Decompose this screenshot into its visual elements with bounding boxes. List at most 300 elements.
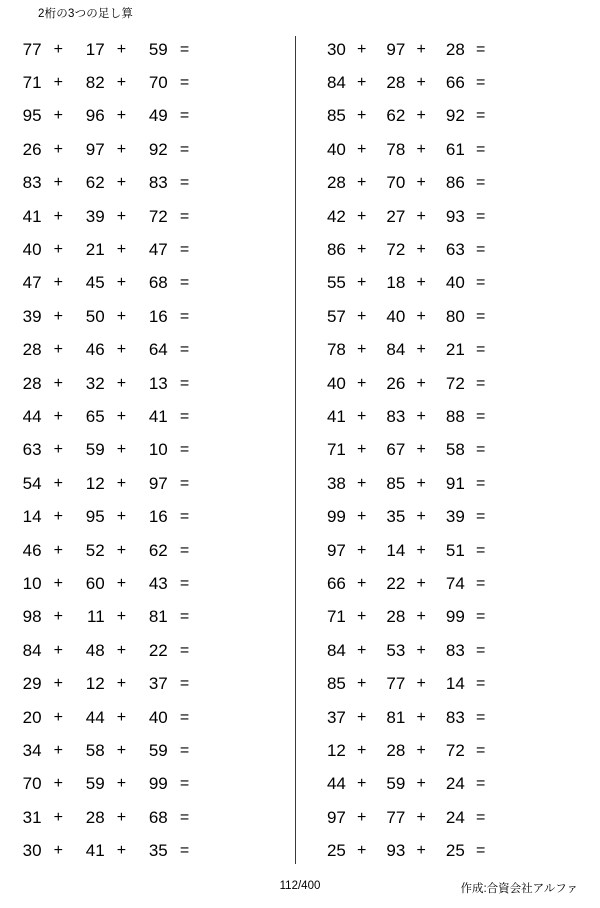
operand: 53 <box>386 640 406 660</box>
plus-sign: + <box>53 107 63 125</box>
operand: 84 <box>22 640 42 660</box>
plus-sign: + <box>116 241 127 259</box>
answer-blank[interactable] <box>201 73 290 93</box>
plus-sign: + <box>357 140 367 158</box>
operand: 71 <box>22 73 42 93</box>
equals-sign: = <box>475 40 486 58</box>
answer-blank[interactable] <box>496 240 580 260</box>
operand: 97 <box>148 473 168 493</box>
operand: 29 <box>22 674 42 694</box>
operand: 50 <box>85 306 105 326</box>
equals-sign: = <box>475 842 486 860</box>
answer-blank[interactable] <box>201 808 290 828</box>
plus-sign: + <box>53 374 63 392</box>
operand: 62 <box>85 173 105 193</box>
problem-row <box>12 367 290 400</box>
answer-blank[interactable] <box>201 841 290 861</box>
operand: 45 <box>85 273 105 293</box>
answer-blank[interactable] <box>496 273 580 293</box>
problem-row <box>318 334 580 367</box>
plus-sign: + <box>416 608 426 626</box>
plus-sign: + <box>416 174 426 192</box>
plus-sign: + <box>416 641 426 659</box>
plus-sign: + <box>416 374 426 392</box>
answer-blank[interactable] <box>201 474 290 494</box>
plus-sign: + <box>416 541 426 559</box>
equals-sign: = <box>475 207 486 225</box>
equals-sign: = <box>179 341 190 359</box>
plus-sign: + <box>53 574 63 592</box>
operand: 35 <box>386 507 406 527</box>
problem-row <box>318 567 580 600</box>
plus-sign: + <box>53 775 63 793</box>
answer-blank[interactable] <box>496 407 580 427</box>
operand: 12 <box>85 674 105 694</box>
problem-row <box>12 33 290 66</box>
equals-sign: = <box>179 842 190 860</box>
operand: 28 <box>22 340 42 360</box>
plus-sign: + <box>357 74 367 92</box>
operand: 10 <box>22 573 42 593</box>
operand: 66 <box>445 73 465 93</box>
problem-row <box>318 33 580 66</box>
plus-sign: + <box>116 708 127 726</box>
operand: 99 <box>445 607 465 627</box>
plus-sign: + <box>53 608 63 626</box>
plus-sign: + <box>53 74 63 92</box>
plus-sign: + <box>116 207 127 225</box>
plus-sign: + <box>357 574 367 592</box>
equals-sign: = <box>179 241 190 259</box>
answer-blank[interactable] <box>201 774 290 794</box>
operand: 85 <box>326 674 346 694</box>
plus-sign: + <box>116 741 127 759</box>
plus-sign: + <box>53 140 63 158</box>
operand: 43 <box>148 573 168 593</box>
problem-row <box>318 200 580 233</box>
operand: 13 <box>148 373 168 393</box>
operand: 80 <box>445 306 465 326</box>
plus-sign: + <box>357 374 367 392</box>
operand: 98 <box>22 607 42 627</box>
equals-sign: = <box>475 341 486 359</box>
plus-sign: + <box>416 40 426 58</box>
plus-sign: + <box>357 107 367 125</box>
operand: 92 <box>445 106 465 126</box>
problem-row <box>318 834 580 867</box>
operand: 62 <box>386 106 406 126</box>
operand: 59 <box>85 440 105 460</box>
answer-blank[interactable] <box>201 407 290 427</box>
equals-sign: = <box>475 574 486 592</box>
plus-sign: + <box>116 107 127 125</box>
operand: 32 <box>85 373 105 393</box>
operand: 30 <box>22 841 42 861</box>
operand: 70 <box>22 774 42 794</box>
answer-blank[interactable] <box>496 340 580 360</box>
problem-row <box>318 701 580 734</box>
answer-blank[interactable] <box>201 708 290 728</box>
plus-sign: + <box>357 441 367 459</box>
plus-sign: + <box>416 808 426 826</box>
plus-sign: + <box>416 207 426 225</box>
plus-sign: + <box>416 508 426 526</box>
problem-columns <box>0 33 600 868</box>
operand: 59 <box>85 774 105 794</box>
operand: 93 <box>386 841 406 861</box>
operand: 25 <box>445 841 465 861</box>
answer-blank[interactable] <box>496 808 580 828</box>
operand: 35 <box>148 841 168 861</box>
operand: 47 <box>148 240 168 260</box>
plus-sign: + <box>357 407 367 425</box>
operand: 72 <box>148 206 168 226</box>
operand: 92 <box>148 139 168 159</box>
plus-sign: + <box>53 274 63 292</box>
plus-sign: + <box>357 274 367 292</box>
plus-sign: + <box>357 207 367 225</box>
answer-blank[interactable] <box>496 674 580 694</box>
plus-sign: + <box>116 574 127 592</box>
problem-row <box>12 567 290 600</box>
operand: 84 <box>326 73 346 93</box>
plus-sign: + <box>357 708 367 726</box>
equals-sign: = <box>475 541 486 559</box>
equals-sign: = <box>475 407 486 425</box>
answer-blank[interactable] <box>201 106 290 126</box>
equals-sign: = <box>475 474 486 492</box>
problem-row <box>12 801 290 834</box>
operand: 97 <box>326 807 346 827</box>
problem-row <box>318 400 580 433</box>
plus-sign: + <box>116 608 127 626</box>
operand: 40 <box>326 139 346 159</box>
operand: 59 <box>148 740 168 760</box>
equals-sign: = <box>475 808 486 826</box>
operand: 85 <box>386 473 406 493</box>
answer-blank[interactable] <box>496 507 580 527</box>
plus-sign: + <box>416 274 426 292</box>
operand: 77 <box>22 39 42 59</box>
operand: 41 <box>148 406 168 426</box>
operand: 24 <box>445 774 465 794</box>
operand: 59 <box>148 39 168 59</box>
plus-sign: + <box>116 441 127 459</box>
plus-sign: + <box>116 842 127 860</box>
problem-row <box>318 167 580 200</box>
operand: 17 <box>85 39 105 59</box>
operand: 71 <box>326 440 346 460</box>
plus-sign: + <box>53 641 63 659</box>
operand: 31 <box>22 807 42 827</box>
plus-sign: + <box>53 474 63 492</box>
operand: 70 <box>386 173 406 193</box>
answer-blank[interactable] <box>201 674 290 694</box>
plus-sign: + <box>416 842 426 860</box>
operand: 63 <box>445 240 465 260</box>
plus-sign: + <box>116 541 127 559</box>
equals-sign: = <box>179 541 190 559</box>
problem-column-right <box>290 33 580 868</box>
problem-row <box>318 734 580 767</box>
plus-sign: + <box>116 407 127 425</box>
answer-blank[interactable] <box>201 240 290 260</box>
operand: 14 <box>386 540 406 560</box>
plus-sign: + <box>53 675 63 693</box>
plus-sign: + <box>357 541 367 559</box>
plus-sign: + <box>53 541 63 559</box>
operand: 68 <box>148 273 168 293</box>
operand: 25 <box>326 841 346 861</box>
operand: 58 <box>85 740 105 760</box>
equals-sign: = <box>475 74 486 92</box>
problem-row <box>318 100 580 133</box>
answer-blank[interactable] <box>201 607 290 627</box>
problem-row <box>318 300 580 333</box>
problem-row <box>12 200 290 233</box>
operand: 38 <box>326 473 346 493</box>
operand: 40 <box>386 306 406 326</box>
operand: 22 <box>386 573 406 593</box>
operand: 28 <box>386 73 406 93</box>
equals-sign: = <box>179 608 190 626</box>
problem-row <box>12 100 290 133</box>
equals-sign: = <box>475 775 486 793</box>
problem-row <box>12 66 290 99</box>
equals-sign: = <box>179 174 190 192</box>
answer-blank[interactable] <box>201 173 290 193</box>
equals-sign: = <box>179 207 190 225</box>
operand: 64 <box>148 340 168 360</box>
answer-blank[interactable] <box>201 541 290 561</box>
operand: 12 <box>85 473 105 493</box>
operand: 40 <box>148 707 168 727</box>
answer-blank[interactable] <box>496 841 580 861</box>
operand: 72 <box>386 240 406 260</box>
answer-blank[interactable] <box>201 507 290 527</box>
answer-blank[interactable] <box>496 541 580 561</box>
equals-sign: = <box>179 808 190 826</box>
plus-sign: + <box>53 341 63 359</box>
plus-sign: + <box>416 775 426 793</box>
answer-blank[interactable] <box>201 440 290 460</box>
operand: 39 <box>22 306 42 326</box>
answer-blank[interactable] <box>201 140 290 160</box>
operand: 40 <box>445 273 465 293</box>
equals-sign: = <box>179 374 190 392</box>
answer-blank[interactable] <box>201 307 290 327</box>
answer-blank[interactable] <box>496 708 580 728</box>
answer-blank[interactable] <box>496 741 580 761</box>
equals-sign: = <box>179 40 190 58</box>
operand: 37 <box>148 674 168 694</box>
problem-row <box>318 434 580 467</box>
operand: 83 <box>386 406 406 426</box>
answer-blank[interactable] <box>496 574 580 594</box>
problem-row <box>318 233 580 266</box>
plus-sign: + <box>416 675 426 693</box>
credit-text: 作成:合資会社アルファ <box>460 883 578 895</box>
operand: 99 <box>148 774 168 794</box>
problem-row <box>12 434 290 467</box>
problem-row <box>12 701 290 734</box>
plus-sign: + <box>116 40 127 58</box>
answer-blank[interactable] <box>496 40 580 60</box>
plus-sign: + <box>116 341 127 359</box>
operand: 66 <box>326 573 346 593</box>
plus-sign: + <box>357 741 367 759</box>
page-title: 2桁の3つの足し算 <box>38 8 134 20</box>
operand: 26 <box>386 373 406 393</box>
operand: 97 <box>386 39 406 59</box>
operand: 28 <box>445 39 465 59</box>
operand: 46 <box>22 540 42 560</box>
answer-blank[interactable] <box>496 641 580 661</box>
plus-sign: + <box>116 274 127 292</box>
operand: 44 <box>22 406 42 426</box>
answer-blank[interactable] <box>496 307 580 327</box>
equals-sign: = <box>179 708 190 726</box>
operand: 14 <box>22 507 42 527</box>
problem-row <box>318 267 580 300</box>
plus-sign: + <box>416 341 426 359</box>
plus-sign: + <box>116 675 127 693</box>
operand: 28 <box>326 173 346 193</box>
equals-sign: = <box>475 107 486 125</box>
answer-blank[interactable] <box>201 40 290 60</box>
equals-sign: = <box>475 307 486 325</box>
plus-sign: + <box>53 842 63 860</box>
answer-blank[interactable] <box>496 106 580 126</box>
answer-blank[interactable] <box>496 774 580 794</box>
problem-row <box>12 667 290 700</box>
answer-blank[interactable] <box>201 207 290 227</box>
operand: 77 <box>386 807 406 827</box>
operand: 37 <box>326 707 346 727</box>
operand: 62 <box>148 540 168 560</box>
answer-blank[interactable] <box>496 173 580 193</box>
operand: 26 <box>22 139 42 159</box>
operand: 28 <box>386 740 406 760</box>
operand: 72 <box>445 373 465 393</box>
operand: 78 <box>386 139 406 159</box>
operand: 11 <box>87 607 105 627</box>
answer-blank[interactable] <box>201 374 290 394</box>
operand: 84 <box>386 340 406 360</box>
equals-sign: = <box>179 140 190 158</box>
operand: 28 <box>85 807 105 827</box>
problem-row <box>12 534 290 567</box>
operand: 83 <box>445 707 465 727</box>
plus-sign: + <box>357 608 367 626</box>
plus-sign: + <box>416 474 426 492</box>
operand: 30 <box>326 39 346 59</box>
equals-sign: = <box>475 741 486 759</box>
operand: 83 <box>445 640 465 660</box>
plus-sign: + <box>416 140 426 158</box>
operand: 40 <box>326 373 346 393</box>
operand: 22 <box>148 640 168 660</box>
answer-blank[interactable] <box>201 340 290 360</box>
answer-blank[interactable] <box>201 273 290 293</box>
equals-sign: = <box>475 508 486 526</box>
operand: 16 <box>148 507 168 527</box>
answer-blank[interactable] <box>201 574 290 594</box>
answer-blank[interactable] <box>496 374 580 394</box>
plus-sign: + <box>357 341 367 359</box>
plus-sign: + <box>116 508 127 526</box>
answer-blank[interactable] <box>201 641 290 661</box>
operand: 81 <box>148 607 168 627</box>
plus-sign: + <box>53 174 63 192</box>
plus-sign: + <box>416 307 426 325</box>
problem-row <box>12 267 290 300</box>
operand: 41 <box>22 206 42 226</box>
plus-sign: + <box>357 775 367 793</box>
plus-sign: + <box>357 307 367 325</box>
operand: 67 <box>386 440 406 460</box>
answer-blank[interactable] <box>496 474 580 494</box>
problem-row <box>12 500 290 533</box>
answer-blank[interactable] <box>496 140 580 160</box>
operand: 88 <box>445 406 465 426</box>
operand: 99 <box>326 507 346 527</box>
operand: 41 <box>85 841 105 861</box>
operand: 74 <box>445 573 465 593</box>
problem-row <box>12 634 290 667</box>
page-number: 112/400 <box>279 880 321 892</box>
equals-sign: = <box>475 274 486 292</box>
operand: 77 <box>386 674 406 694</box>
problem-row <box>12 601 290 634</box>
operand: 83 <box>22 173 42 193</box>
operand: 82 <box>85 73 105 93</box>
answer-blank[interactable] <box>496 607 580 627</box>
operand: 57 <box>326 306 346 326</box>
operand: 28 <box>22 373 42 393</box>
plus-sign: + <box>357 241 367 259</box>
plus-sign: + <box>53 207 63 225</box>
answer-blank[interactable] <box>496 73 580 93</box>
answer-blank[interactable] <box>496 207 580 227</box>
problem-row <box>12 233 290 266</box>
plus-sign: + <box>53 40 63 58</box>
operand: 16 <box>148 306 168 326</box>
operand: 28 <box>386 607 406 627</box>
operand: 85 <box>326 106 346 126</box>
operand: 39 <box>85 206 105 226</box>
plus-sign: + <box>53 708 63 726</box>
problem-row <box>318 133 580 166</box>
plus-sign: + <box>116 474 127 492</box>
problem-row <box>12 300 290 333</box>
problem-row <box>318 768 580 801</box>
equals-sign: = <box>179 274 190 292</box>
equals-sign: = <box>179 574 190 592</box>
equals-sign: = <box>179 675 190 693</box>
problem-row <box>12 400 290 433</box>
equals-sign: = <box>179 474 190 492</box>
plus-sign: + <box>116 174 127 192</box>
operand: 20 <box>22 707 42 727</box>
problem-column-left <box>0 33 290 868</box>
answer-blank[interactable] <box>496 440 580 460</box>
problem-row <box>318 500 580 533</box>
answer-blank[interactable] <box>201 741 290 761</box>
plus-sign: + <box>357 675 367 693</box>
operand: 44 <box>85 707 105 727</box>
operand: 61 <box>445 139 465 159</box>
